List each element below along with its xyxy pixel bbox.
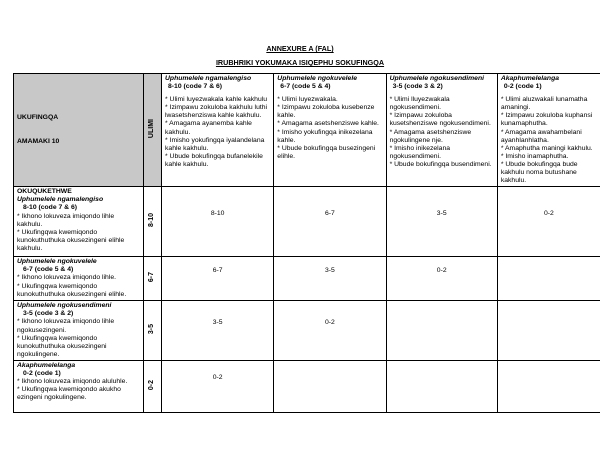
column-range: 0-2 (code 1) [503,83,542,91]
column-range: 3-5 (code 3 & 2) [392,83,443,91]
criterion-item: * Imisho inamaphutha. [500,152,569,160]
score-value: 0-2 [325,318,335,326]
score-cell [162,187,274,257]
row-criterion-item: * Ikhono lokuveza imiqondo lihle kakhulu. [17,212,115,228]
table-row [14,301,600,361]
criterion-item: * Imisho yokufingqa iyalandelana kahle kakhulu. [165,136,265,152]
criterion-item: * Izimpawu zokuloba kuphansi kunamaphutha. [500,112,593,128]
row-range: 0-2 (code 1) [23,369,61,377]
column-title: Uphumelele ngokusendimeni [389,75,484,82]
criterion-item: * Imisho inikezelana ngokusendimeni. [389,144,451,160]
score-value: 3-5 [325,266,335,274]
row-title: Uphumelele ngokuvelele [17,258,97,266]
score-cell [274,360,386,412]
column-range: 6-7 (code 5 & 4) [280,83,331,91]
corner-cell [14,74,144,187]
criterion-item: * Ulimi aluzwakali lunamatha amaningi. [500,96,588,112]
column-header [162,74,274,187]
score-cell [162,301,274,361]
row-criterion-item: * Ikhono lokuveza imiqondo lihle ngokusezingeni. [17,318,115,334]
row-descriptor [14,187,144,257]
criterion-item: * Izimpawu zokuloba kusetshenziswe ngokusendimeni. [389,112,491,128]
criterion-item: * Amagama awahambelani ayanhlanhlatha. [500,128,582,144]
score-cell [274,301,386,361]
criterion-item: * Ulimi luyezwakala. [277,96,338,104]
score-cell [162,257,274,301]
row-code-cell [143,301,161,361]
score-cell [497,301,600,361]
column-header [497,74,600,187]
criterion-item: * Amaphutha maningi kakhulu. [500,144,593,152]
row-range: 3-5 (code 3 & 2) [23,310,74,318]
rubric-table [13,73,600,413]
document-subtitle: IRUBHRIKI YOKUMAKA ISIQEPHU SOKUFINGQA [215,58,385,67]
score-value: 0-2 [544,209,554,217]
column-header [274,74,386,187]
criterion-item: * Izimpawu zokuloba kusebenze kahle. [277,104,375,120]
row-title: Uphumelele ngamalengiso [17,196,104,204]
score-cell [497,257,600,301]
score-value: 6-7 [212,266,223,274]
criterion-item: * Ubude bokufingqa busendimeni. [389,160,492,168]
score-cell [386,360,497,412]
row-range: 6-7 (code 5 & 4) [23,266,74,274]
row-criterion-item: * Ukufingqwa kwemiqondo kunokuthuthuka okusezingeni ngokulingene. [17,334,107,358]
score-cell [274,187,386,257]
score-value: 6-7 [325,209,335,217]
column-title: Akaphumelelanga [500,75,560,82]
score-cell [162,360,274,412]
content-heading: OKUQUKETHWE [17,188,72,196]
row-descriptor [14,360,144,412]
criterion-item: * Ubude bokufingqa bufanelekile kahle kakhulu. [165,152,263,168]
criterion-item: * Amagama ayanemba kahle kakhulu. [165,120,252,136]
ulimi-cell [143,74,161,187]
row-code: 0-2 [148,379,156,390]
row-code-cell [143,257,161,301]
row-descriptor [14,301,144,361]
header-row [14,74,600,187]
score-cell [386,301,497,361]
row-descriptor [14,257,144,301]
criterion-item: * Amagama asetshenziswe ngokulingene nje. [389,128,472,144]
corner-label-amamaki: AMAMAKI 10 [17,138,60,146]
column-title: Uphumelele ngokuvelele [277,75,357,82]
table-row [14,187,600,257]
row-code: 6-7 [148,272,156,283]
column-title: Uphumelele ngamalengiso [165,75,252,82]
table-row [14,360,600,412]
score-cell [386,187,497,257]
criterion-item: * Ubude bokufingqa bude kakhulu noma butushane kakhulu. [500,160,578,185]
row-code-cell [143,187,161,257]
column-header [386,74,497,187]
score-cell [497,187,600,257]
row-title: Uphumelele ngokusendimeni [17,302,112,310]
score-value: 0-2 [436,266,447,274]
table-row [14,257,600,301]
score-value: 0-2 [212,374,223,382]
row-criterion-item: * Ukufingqwa kwemiqondo kunokuthuthuka okusezingeni elihle. [17,282,127,298]
score-value: 8-10 [210,209,225,217]
row-criterion-item: * Ukufingqwa kwemiqondo akukho ezingeni ngokulingene. [17,386,121,402]
criterion-item: * Ulimi luyezwakala kahle kakhulu [165,96,268,104]
row-criterion-item: * Ikhono lokuveza imiqondo aluluhle. [17,378,128,386]
criterion-item: * Amagama asetshenziswe kahle. [277,120,379,128]
criterion-item: * Ulimi lluyezwakala ngokusendimeni. [389,96,450,112]
row-code: 8-10 [148,213,156,228]
corner-label-ukufingqa: UKUFINGQA [17,114,59,122]
criterion-item: * Ubude bokufingqa busezingeni elihle. [277,144,376,160]
criterion-item: * Imisho yokufingqa inikezelana kahle. [277,128,373,144]
row-title: Akaphumelelanga [17,361,76,369]
row-criterion-item: * Ikhono lokuveza imiqondo lihle. [17,274,116,282]
column-range: 8-10 (code 7 & 6) [168,83,223,91]
document-title: ANNEXURE A (FAL) [266,44,334,53]
criterion-item: * Izimpawu zokuloba kakhulu luthi lwasetshenziswa kahle kakhulu. [165,104,268,120]
ulimi-label: ULIMI [148,119,156,139]
score-cell [386,257,497,301]
row-code: 3-5 [148,323,156,335]
row-code-cell [143,360,161,412]
score-value: 3-5 [212,318,223,326]
row-criterion-item: * Ukufingqwa kwemiqondo kunokuthuthuka okusezingeni elihle kakhulu. [17,228,125,252]
row-range: 8-10 (code 7 & 6) [23,204,78,212]
score-cell [274,257,386,301]
score-cell [497,360,600,412]
score-value: 3-5 [436,209,447,217]
